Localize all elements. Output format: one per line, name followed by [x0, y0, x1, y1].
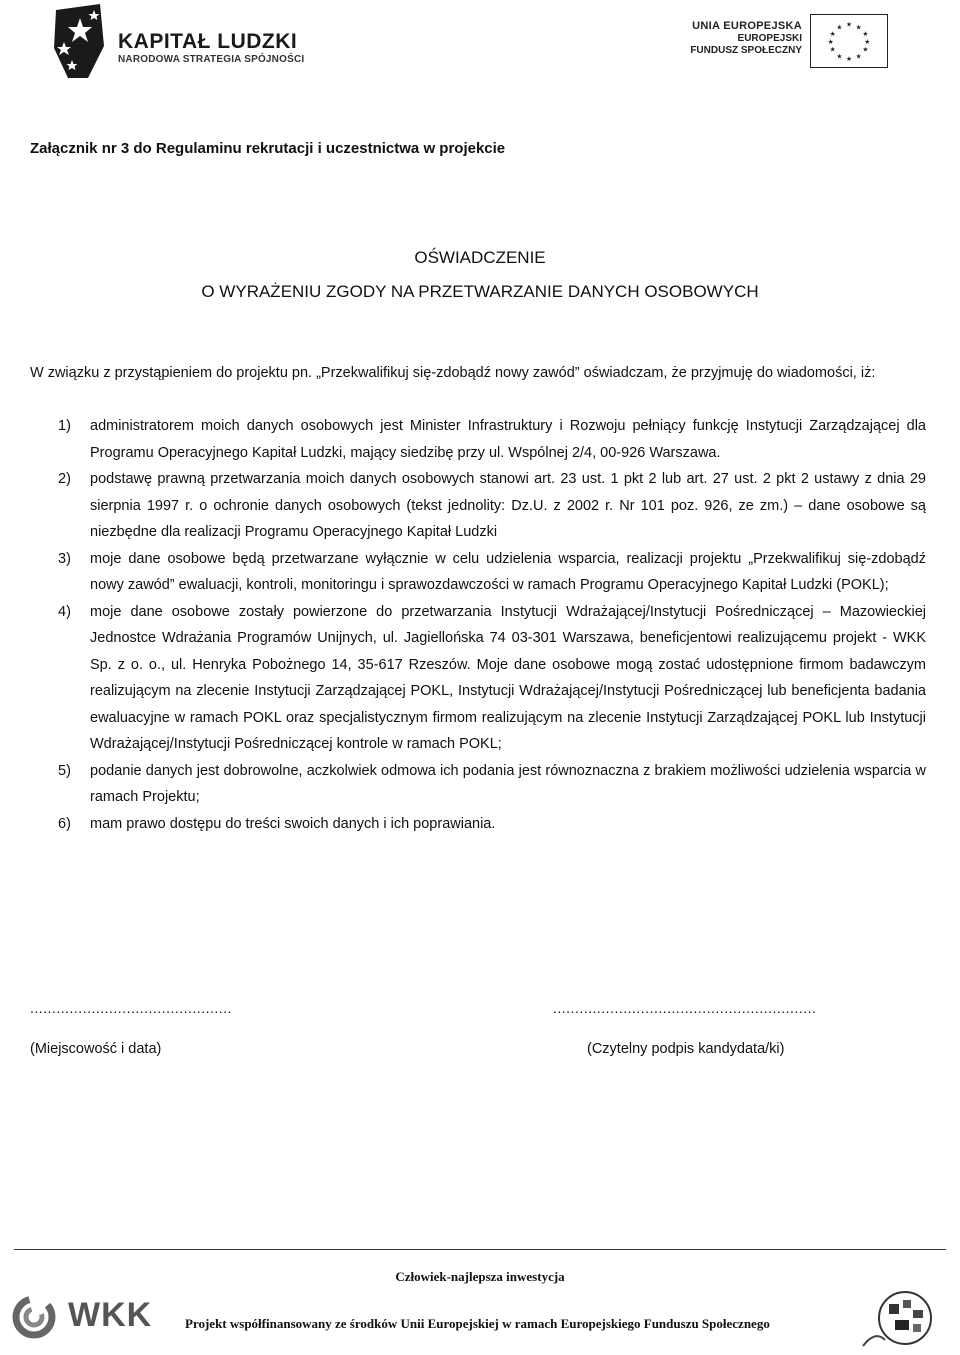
eu-logo-line2: EUROPEJSKI: [737, 33, 802, 44]
eu-logo-line1: UNIA EUROPEJSKA: [692, 20, 802, 32]
list-item-text: podanie danych jest dobrowolne, aczkolwiek odmowa ich podania jest równoznaczna z brakiem możliwości udzielenia wsparcia w ramach Projektu;: [90, 762, 926, 805]
signature-caption: (Czytelny podpis kandydata/ki): [587, 1041, 785, 1057]
list-item-number: 4): [58, 603, 71, 620]
list-item-number: 2): [58, 471, 71, 487]
svg-text:★: ★: [855, 23, 862, 32]
svg-text:★: ★: [836, 52, 843, 61]
footer-divider: [14, 1249, 946, 1250]
place-date-caption: (Miejscowość i data): [30, 1041, 162, 1057]
wkk-logo: [10, 1292, 160, 1342]
wkk-logo-text: WKK: [68, 1296, 153, 1334]
svg-text:★: ★: [829, 30, 836, 39]
list-item: [30, 811, 926, 838]
kapital-ludzki-logo: [50, 2, 305, 80]
kapital-ludzki-emblem-icon: [50, 2, 110, 80]
eu-logo-line3: FUNDUSZ SPOŁECZNY: [690, 45, 802, 56]
place-date-line: ..............................................: [30, 1000, 232, 1016]
svg-text:★: ★: [862, 30, 869, 39]
wkk-swirl-icon: [10, 1294, 66, 1340]
document-subtitle: O WYRAŻENIU ZGODY NA PRZETWARZANIE DANYCH OSOBOWYCH: [201, 282, 759, 301]
svg-text:★: ★: [827, 37, 834, 46]
signature-line: ............................................................: [553, 1000, 817, 1016]
document-title: OŚWIADCZENIE: [414, 248, 546, 267]
svg-text:★: ★: [829, 45, 836, 54]
footer-slogan: Człowiek-najlepsza inwestycja: [395, 1269, 565, 1284]
list-item: [30, 758, 926, 811]
svg-text:★: ★: [845, 55, 853, 64]
eu-logo: [690, 14, 888, 70]
list-item-text: podstawę prawną przetwarzania moich danych osobowych stanowi art. 23 ust. 1 pkt 2 lub art. 27 ust. 2 pkt 2 ustawy z dnia 29 sierpnia 1997 r. o ochronie danych osobowych (tekst jednolity: Dz.U. z 2002 r. Nr 101 poz. 926, ze zm.) – dane osobowe są niezbędne dla realizacji Programu Operacyjnego Kapitał Ludzki: [90, 471, 926, 540]
list-item: [30, 599, 926, 758]
eu-logo-text: [690, 20, 802, 57]
list-item: [30, 546, 926, 599]
kapital-ludzki-title: KAPITAŁ LUDZKI: [118, 30, 298, 53]
svg-text:★: ★: [855, 52, 862, 61]
intro-paragraph: W związku z przystąpieniem do projektu pn. „Przekwalifikuj się-zdobądź nowy zawód” oświadczam, że przyjmuję do wiadomości, iż:: [30, 365, 876, 381]
svg-text:★: ★: [864, 37, 871, 46]
list-item-number: 3): [58, 550, 71, 567]
project-logo-icon: [845, 1290, 950, 1352]
list-item-number: 1): [58, 418, 71, 434]
list-item-text: moje dane osobowe będą przetwarzane wyłącznie w celu udzielenia wsparcia, realizacji projektu „Przekwalifikuj się-zdobądź nowy zawód” ewaluacji, kontroli, monitoringu i sprawozdawczości w ramach Programu Operacyjnego Kapitał Ludzki (POKL);: [90, 550, 926, 593]
kapital-ludzki-subtitle: NARODOWA STRATEGIA SPÓJNOŚCI: [118, 54, 305, 65]
list-item-number: 6): [58, 815, 71, 832]
list-item-text: mam prawo dostępu do treści swoich danych i ich poprawiania.: [90, 815, 496, 832]
list-item: [30, 466, 926, 546]
list-item-text: moje dane osobowe zostały powierzone do przetwarzania Instytucji Wdrażającej/Instytucji Pośredniczącej – Mazowieckiej Jednostce Wdrażania Programów Unijnych, ul. Jagiellońska 74 03-301 Warszawa, beneficjentowi realizującemu projekt - WKK Sp. z o. o., ul. Henryka Pobożnego 14, 35-617 Rzeszów. Moje dane osobowe mogą zostać udostępnione firmom badawczym realizującym na zlecenie Instytucji Zarządzającej POKL, Instytucji Wdrażającej/Instytucji Pośredniczącej lub beneficjenta badania ewaluacyjne w ramach POKL oraz specjalistycznym firmom realizującym na zlecenie Instytucji Zarządzającej POKL lub Instytucji Wdrażającej/Instytucji Pośredniczącej kontrole w ramach POKL;: [90, 603, 926, 752]
eu-flag-icon: [810, 14, 888, 68]
svg-text:★: ★: [862, 45, 869, 54]
footer-funding-note: Projekt współfinansowany ze środków Unii Europejskiej w ramach Europejskiego Funduszu Społecznego: [185, 1316, 770, 1331]
annex-heading: Załącznik nr 3 do Regulaminu rekrutacji i uczestnictwa w projekcie: [30, 140, 506, 157]
list-item: [30, 413, 926, 466]
svg-text:★: ★: [836, 23, 843, 32]
list-item-number: 5): [58, 762, 71, 779]
svg-text:★: ★: [845, 20, 853, 29]
consent-list: [30, 413, 926, 837]
list-item-text: administratorem moich danych osobowych jest Minister Infrastruktury i Rozwoju pełniący funkcję Instytucji Zarządzającej dla Programu Operacyjnego Kapitał Ludzki, mający siedzibę przy ul. Wspólnej 2/4, 00-926 Warszawa.: [90, 418, 926, 461]
